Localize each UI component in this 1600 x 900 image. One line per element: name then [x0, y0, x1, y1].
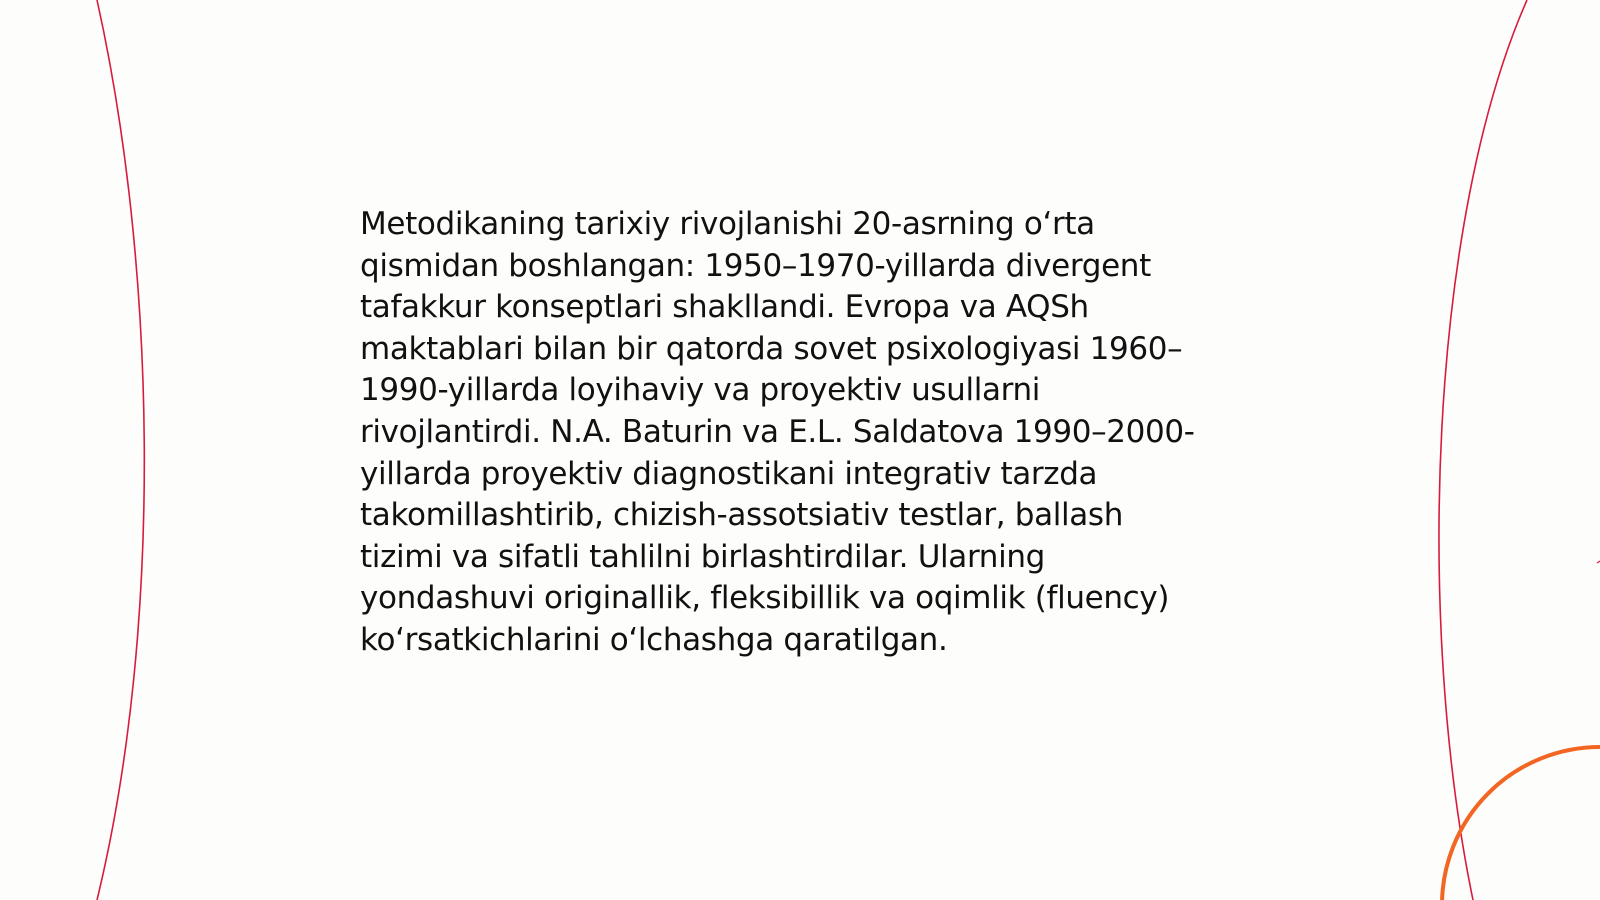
- paragraph-line: 1990-yillarda loyihaviy va proyektiv usullarni: [360, 372, 1041, 409]
- paragraph-line: ko‘rsatkichlarini o‘lchashga qaratilgan.: [360, 621, 948, 658]
- paragraph-line: yondashuvi originallik, fleksibillik va oqimlik (fluency): [360, 580, 1170, 617]
- right-arc: [1439, 0, 1527, 900]
- paragraph-line: tizimi va sifatli tahlilni birlashtirdilar. Ularning: [360, 538, 1045, 575]
- paragraph-line: yillarda proyektiv diagnostikani integrativ tarzda: [360, 455, 1098, 492]
- body-paragraph: [360, 204, 1260, 662]
- paragraph-line: takomillashtirib, chizish-assotsiativ testlar, ballash: [360, 497, 1124, 534]
- paragraph-line: maktablari bilan bir qatorda sovet psixologiyasi 1960–: [360, 330, 1183, 367]
- accent-circle: [1442, 747, 1600, 900]
- paragraph-line: Metodikaning tarixiy rivojlanishi 20-asrning o‘rta: [360, 206, 1095, 242]
- paragraph-line: qismidan boshlangan: 1950–1970-yillarda divergent: [360, 247, 1151, 284]
- paragraph-line: tafakkur konseptlari shakllandi. Evropa va AQSh: [360, 289, 1089, 326]
- paragraph-line: rivojlantirdi. N.A. Baturin va E.L. Saldatova 1990–2000-: [360, 413, 1195, 450]
- left-arc: [97, 0, 144, 900]
